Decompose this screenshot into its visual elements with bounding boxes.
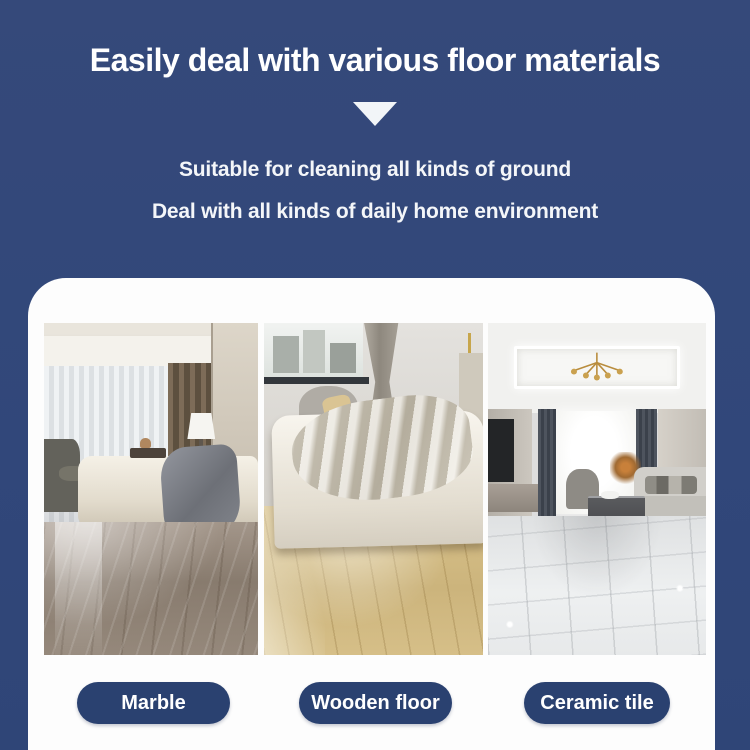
sofa-pillows (645, 476, 697, 494)
tag-ceramic-tile[interactable]: Ceramic tile (524, 682, 670, 724)
floor-reflection (55, 522, 102, 655)
ceramic-tile-floor (488, 516, 706, 655)
dark-curtain-left (538, 409, 555, 515)
wooden-floor-bedroom-photo (264, 323, 483, 655)
city-building (330, 343, 356, 373)
teapot (140, 438, 151, 449)
media-cabinet (488, 484, 538, 512)
table-decor (601, 491, 618, 499)
tray (130, 448, 166, 459)
ceramic-tile-living-room-photo (488, 323, 706, 655)
subtitle-line-1: Suitable for cleaning all kinds of ground (179, 158, 571, 181)
page-title: Easily deal with various floor materials (89, 42, 661, 78)
chandelier-icon (562, 346, 632, 389)
marble-bedroom-photo (44, 323, 258, 655)
tag-wooden-floor[interactable]: Wooden floor (299, 682, 452, 724)
city-building (303, 330, 325, 373)
subtitle-line-2: Deal with all kinds of daily home environment (151, 200, 599, 223)
arrow-down-icon (353, 102, 397, 126)
table-lamp (187, 413, 215, 440)
window-sill (264, 377, 369, 384)
city-building (273, 336, 299, 373)
floor-types-card (28, 278, 715, 750)
wall-tv (488, 419, 514, 482)
tag-marble[interactable]: Marble (77, 682, 230, 724)
